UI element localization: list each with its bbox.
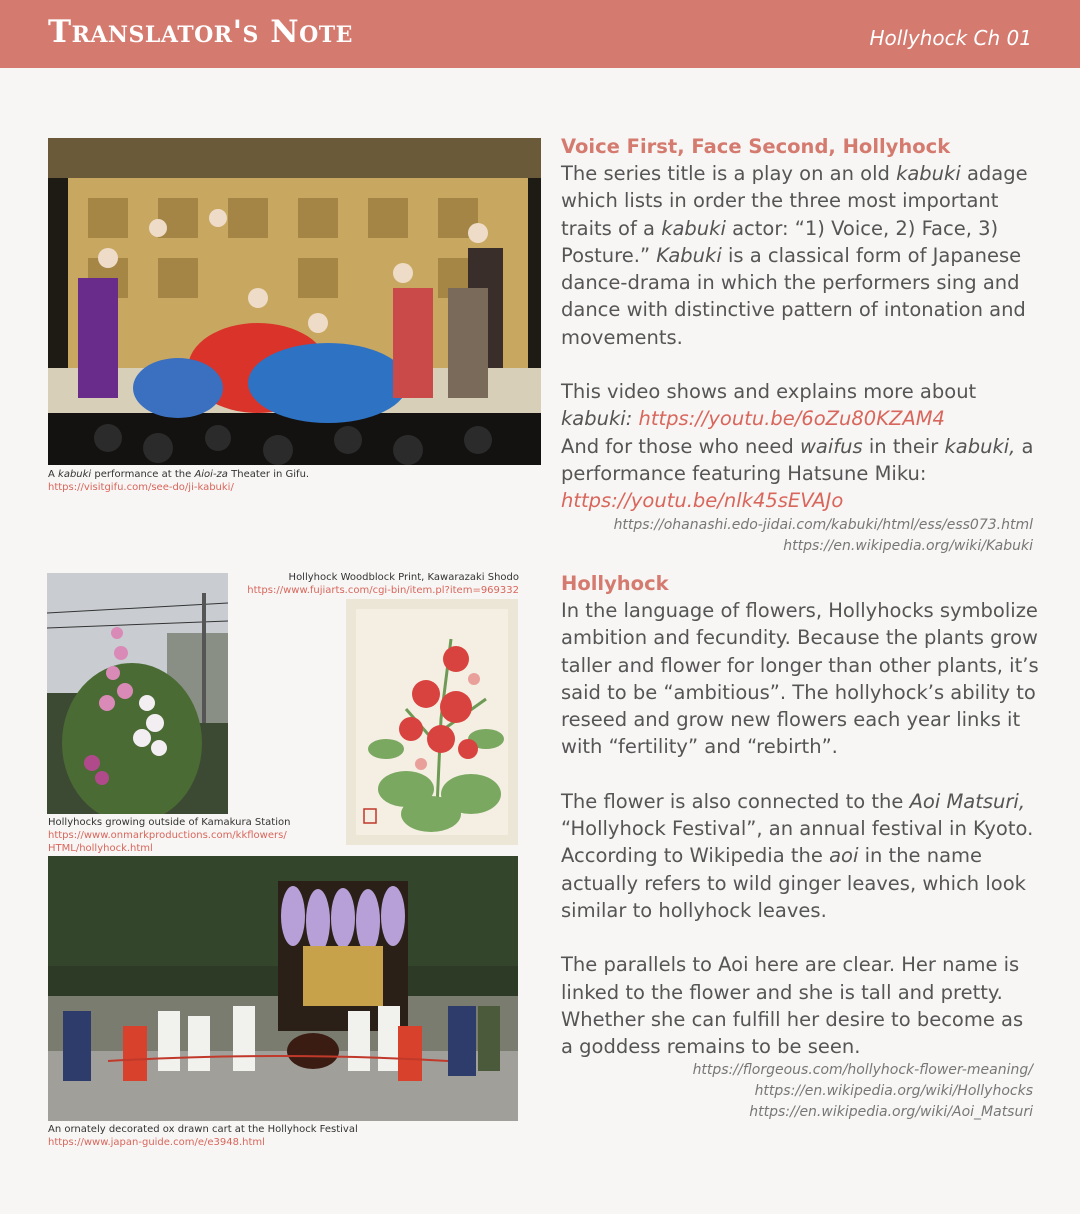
header-bar <box>0 0 1080 68</box>
section-voice-face <box>561 133 1041 557</box>
woodblock-source-link[interactable]: https://www.fujiarts.com/cgi-bin/item.pl?item=969332 <box>247 585 519 596</box>
youtube-link-miku[interactable]: https://youtu.be/nlk45sEVAJo <box>561 489 844 513</box>
woodblock-print-image <box>346 599 518 845</box>
reference-link[interactable]: https://ohanashi.edo-jidai.com/kabuki/html/ess/ess073.html <box>613 516 1033 533</box>
paragraph-flower-language: In the language of flowers, Hollyhocks symbolize ambition and fecundity. Because the plants grow taller and flower for longer than other plants, it’s said to be “ambitious”. The hollyhock’s ability to reseed and grow new flowers each year links it with “fertility” and “rebirth”. <box>561 599 1039 759</box>
kamakura-source-link-2[interactable]: HTML/hollyhock.html <box>48 843 153 854</box>
woodblock-caption: Hollyhock Woodblock Print, Kawarazaki Shodo https://www.fujiarts.com/cgi-bin/item.pl?item=969332 <box>230 571 519 597</box>
paragraph-kabuki-video: This video shows and explains more about kabuki: https://youtu.be/6oZu80KZAM4 And for those who need waifus in their kabuki, a performance featuring Hatsune Miku: https://youtu.be/nlk45sEVAJo <box>561 380 1034 513</box>
kabuki-source-link[interactable]: https://visitgifu.com/see-do/ji-kabuki/ <box>48 482 234 493</box>
paragraph-aoi-matsuri: The flower is also connected to the Aoi Matsuri, “Hollyhock Festival”, an annual festival in Kyoto. According to Wikipedia the aoi in the name actually refers to wild ginger leaves, which look similar to hollyhock leaves. <box>561 789 1034 922</box>
reference-link[interactable]: https://en.wikipedia.org/wiki/Aoi_Matsuri <box>749 1104 1033 1121</box>
festival-photo <box>48 856 518 1121</box>
kabuki-caption: A kabuki performance at the Aioi-za Theater in Gifu. https://visitgifu.com/see-do/ji-kabuki/ <box>48 468 541 494</box>
kamakura-hollyhock-photo <box>47 573 228 814</box>
reference-link[interactable]: https://en.wikipedia.org/wiki/Hollyhocks <box>754 1083 1033 1100</box>
section-body-hollyhock <box>561 597 1041 1060</box>
kamakura-source-link-1[interactable]: https://www.onmarkproductions.com/kkflowers/ <box>48 830 287 841</box>
references-kabuki <box>561 515 1033 557</box>
page-title: Translator's Note <box>48 14 353 50</box>
reference-link[interactable]: https://en.wikipedia.org/wiki/Kabuki <box>783 537 1033 554</box>
youtube-link-kabuki[interactable]: https://youtu.be/6oZu80KZAM4 <box>638 407 945 431</box>
section-heading-hollyhock: Hollyhock <box>561 572 669 595</box>
paragraph-parallels: The parallels to Aoi here are clear. Her name is linked to the flower and she is tall and pretty. Whether she can fulfill her desire to become as a goddess remains to be seen. <box>561 953 1024 1059</box>
festival-source-link[interactable]: https://www.japan-guide.com/e/e3948.html <box>48 1137 265 1148</box>
section-hollyhock <box>561 570 1041 1123</box>
reference-link[interactable]: https://florgeous.com/hollyhock-flower-meaning/ <box>692 1062 1033 1079</box>
references-hollyhock <box>561 1060 1033 1123</box>
section-body-voice-face <box>561 160 1041 515</box>
kamakura-caption: Hollyhocks growing outside of Kamakura Station https://www.onmarkproductions.com/kkflowers/ HTML/hollyhock.html <box>48 816 348 855</box>
kabuki-photo <box>48 138 541 465</box>
festival-caption: An ornately decorated ox drawn cart at the Hollyhock Festival https://www.japan-guide.com/e/e3948.html <box>48 1123 518 1149</box>
chapter-label: Hollyhock Ch 01 <box>869 26 1032 50</box>
section-heading-voice-face: Voice First, Face Second, Hollyhock <box>561 135 951 158</box>
paragraph-kabuki-intro: The series title is a play on an old kabuki adage which lists in order the three most important traits of a kabuki actor: “1) Voice, 2) Face, 3) Posture.” Kabuki is a classical form of Japanese dance-drama in which the performers sing and dance with distinctive pattern of intonation and movements. <box>561 162 1028 349</box>
